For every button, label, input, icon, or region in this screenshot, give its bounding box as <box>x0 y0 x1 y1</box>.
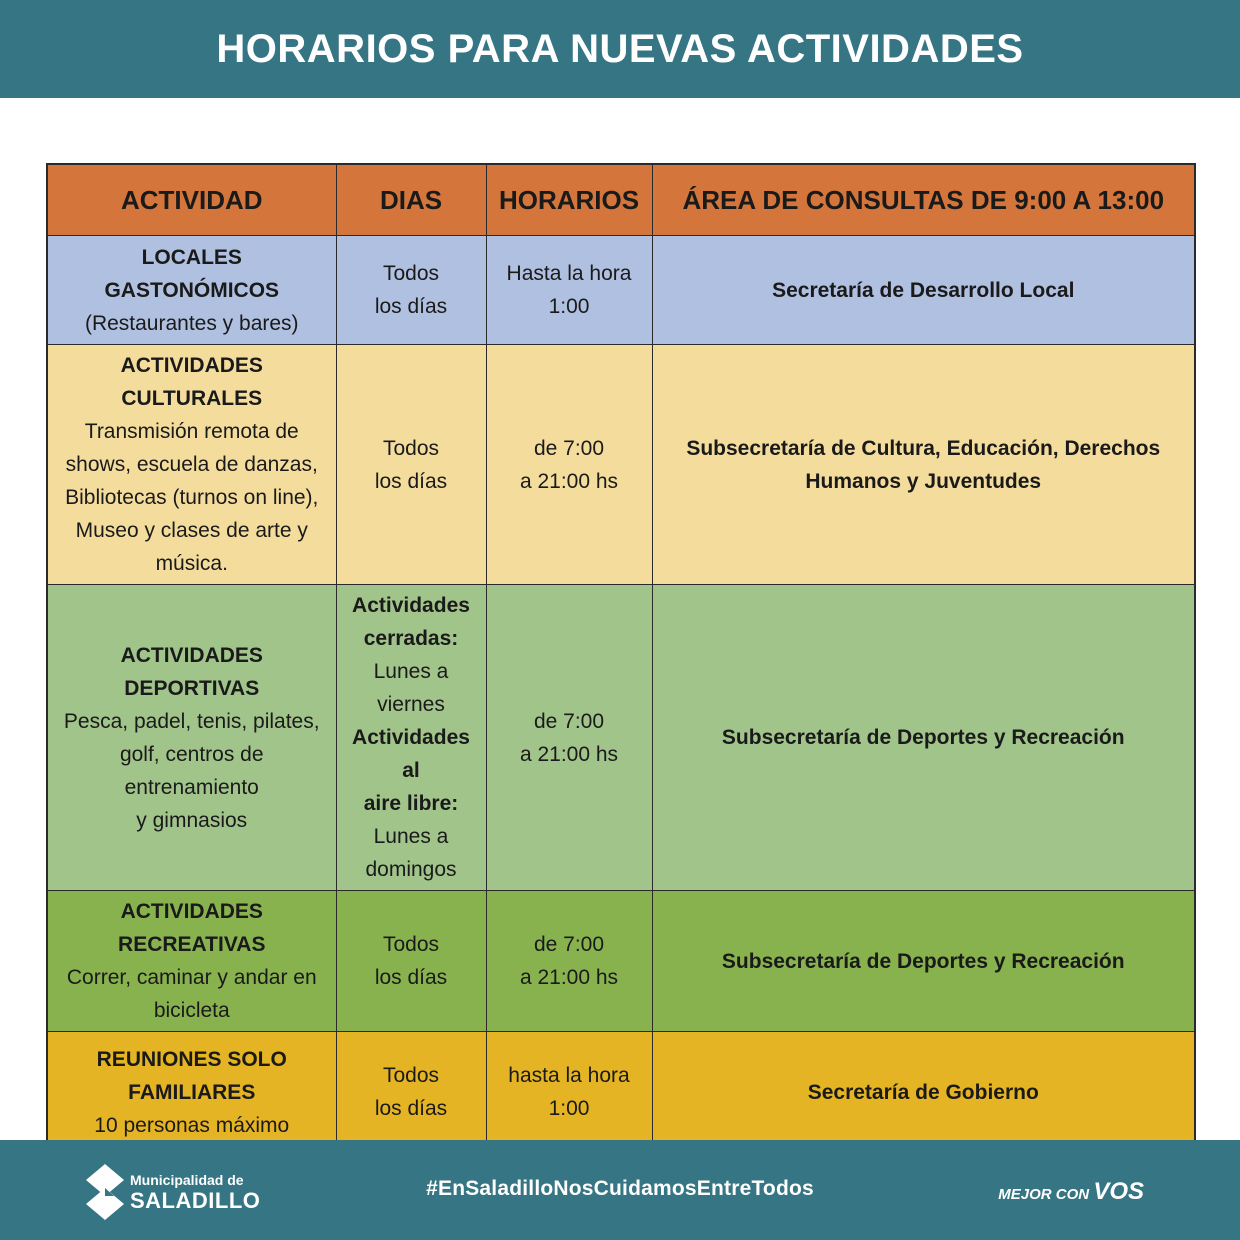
cell-area <box>652 1032 1195 1154</box>
area-line: Humanos y Juventudes <box>805 469 1042 493</box>
actividad-desc-line: música. <box>155 552 228 575</box>
cell-horarios <box>486 236 652 345</box>
actividad-title: LOCALES GASTONÓMICOS <box>104 245 280 302</box>
cell-actividad <box>47 236 336 345</box>
cell-area <box>652 891 1195 1032</box>
schedule-table-wrap <box>46 163 1194 1154</box>
cell-area <box>652 585 1195 891</box>
horarios-line: 1:00 <box>548 295 590 318</box>
cell-horarios <box>486 891 652 1032</box>
column-header-actividad: ACTIVIDAD <box>47 164 336 236</box>
area-line: Subsecretaría de Deportes y Recreación <box>721 949 1125 973</box>
slogan-text: MEJOR CON <box>998 1186 1090 1203</box>
cell-dias <box>336 236 486 345</box>
table-row-deportivas <box>47 585 1195 891</box>
horarios-line: hasta la hora <box>508 1064 630 1087</box>
actividad-desc-line: Museo y clases de arte y <box>75 519 308 542</box>
actividad-desc-line: Bibliotecas (turnos on line), <box>65 486 319 509</box>
area-line: Subsecretaría de Cultura, Educación, Derechos <box>686 436 1161 460</box>
dias-line: aire libre: <box>363 792 459 815</box>
horarios-line: a 21:00 hs <box>519 742 619 766</box>
actividad-desc-line: Transmisión remota de <box>84 420 299 443</box>
horarios-line: a 21:00 hs <box>519 966 619 989</box>
actividad-desc-line: entrenamiento <box>124 775 259 799</box>
actividad-desc-line: golf, centros de <box>119 742 264 766</box>
footer-bar <box>0 1140 1240 1240</box>
cell-horarios <box>486 345 652 585</box>
dias-line: viernes <box>377 693 445 716</box>
actividad-desc-line: Correr, caminar y andar en <box>66 966 317 989</box>
slogan-vos: VOS <box>1093 1178 1144 1205</box>
logo-text-small: Municipalidad de <box>130 1171 244 1188</box>
table-row-locales <box>47 236 1195 345</box>
table-row-culturales <box>47 345 1195 585</box>
actividad-title-line: REUNIONES SOLO <box>96 1047 287 1071</box>
actividad-desc-line: y gimnasios <box>136 808 248 832</box>
footer-slogan <box>998 1178 1144 1206</box>
actividad-desc-line: 10 personas máximo <box>94 1113 290 1137</box>
area-line: Subsecretaría de Deportes y Recreación <box>721 726 1125 749</box>
dias-line: Lunes a <box>373 660 449 683</box>
horarios-line: de 7:00 <box>533 709 605 733</box>
cell-actividad <box>47 891 336 1032</box>
page-title: HORARIOS PARA NUEVAS ACTIVIDADES <box>216 26 1024 71</box>
dias-line: los días <box>374 469 448 493</box>
dias-line: Actividades al <box>352 726 470 782</box>
cell-dias <box>336 585 486 891</box>
dias-line: cerradas: <box>363 627 459 650</box>
top-banner <box>0 0 1240 98</box>
dias-line: Actividades <box>352 594 470 617</box>
schedule-table <box>46 163 1196 1154</box>
cell-area <box>652 345 1195 585</box>
dias-line: los días <box>374 295 448 318</box>
logo-text-big: SALADILLO <box>130 1187 261 1213</box>
cell-dias <box>336 345 486 585</box>
dias-line: Todos <box>382 262 440 285</box>
cell-actividad <box>47 345 336 585</box>
table-header-row <box>47 164 1195 236</box>
horarios-line: Hasta la hora <box>506 262 632 285</box>
area-line: Secretaría de Desarrollo Local <box>772 278 1075 302</box>
horarios-line: de 7:00 <box>533 933 605 956</box>
table-row-recreativas <box>47 891 1195 1032</box>
dias-line: los días <box>374 1097 448 1120</box>
cell-horarios <box>486 1032 652 1154</box>
horarios-line: 1:00 <box>548 1097 590 1120</box>
cell-actividad <box>47 585 336 891</box>
actividad-desc-line: (Restaurantes y bares) <box>84 311 299 335</box>
dias-line: Todos <box>382 436 440 460</box>
table-row-reuniones <box>47 1032 1195 1154</box>
actividad-desc-line: shows, escuela de danzas, <box>65 453 318 476</box>
actividad-title-line: FAMILIARES <box>128 1080 256 1104</box>
footer-hashtag: #EnSaladilloNosCuidamosEntreTodos <box>426 1177 814 1200</box>
horarios-line: a 21:00 hs <box>519 469 619 493</box>
actividad-title: ACTIVIDADES DEPORTIVAS <box>120 643 263 700</box>
dias-line: Lunes a <box>373 825 449 848</box>
horarios-line: de 7:00 <box>533 436 605 460</box>
column-header-dias: DIAS <box>336 164 486 236</box>
column-header-horarios: HORARIOS <box>486 164 652 236</box>
actividad-title: ACTIVIDADES CULTURALES <box>120 354 263 410</box>
cell-actividad <box>47 1032 336 1154</box>
actividad-desc-line: bicicleta <box>153 999 230 1022</box>
dias-line: Todos <box>382 933 440 956</box>
cell-area <box>652 236 1195 345</box>
dias-line: domingos <box>365 858 457 881</box>
actividad-title: ACTIVIDADES RECREATIVAS <box>118 900 266 956</box>
dias-line: los días <box>374 966 448 989</box>
actividad-desc-line: Pesca, padel, tenis, pilates, <box>63 709 320 733</box>
dias-line: Todos <box>382 1064 440 1087</box>
cell-dias <box>336 891 486 1032</box>
cell-horarios <box>486 585 652 891</box>
cell-dias <box>336 1032 486 1154</box>
area-line: Secretaría de Gobierno <box>807 1080 1039 1104</box>
column-header-area: ÁREA DE CONSULTAS DE 9:00 A 13:00 <box>652 164 1195 236</box>
